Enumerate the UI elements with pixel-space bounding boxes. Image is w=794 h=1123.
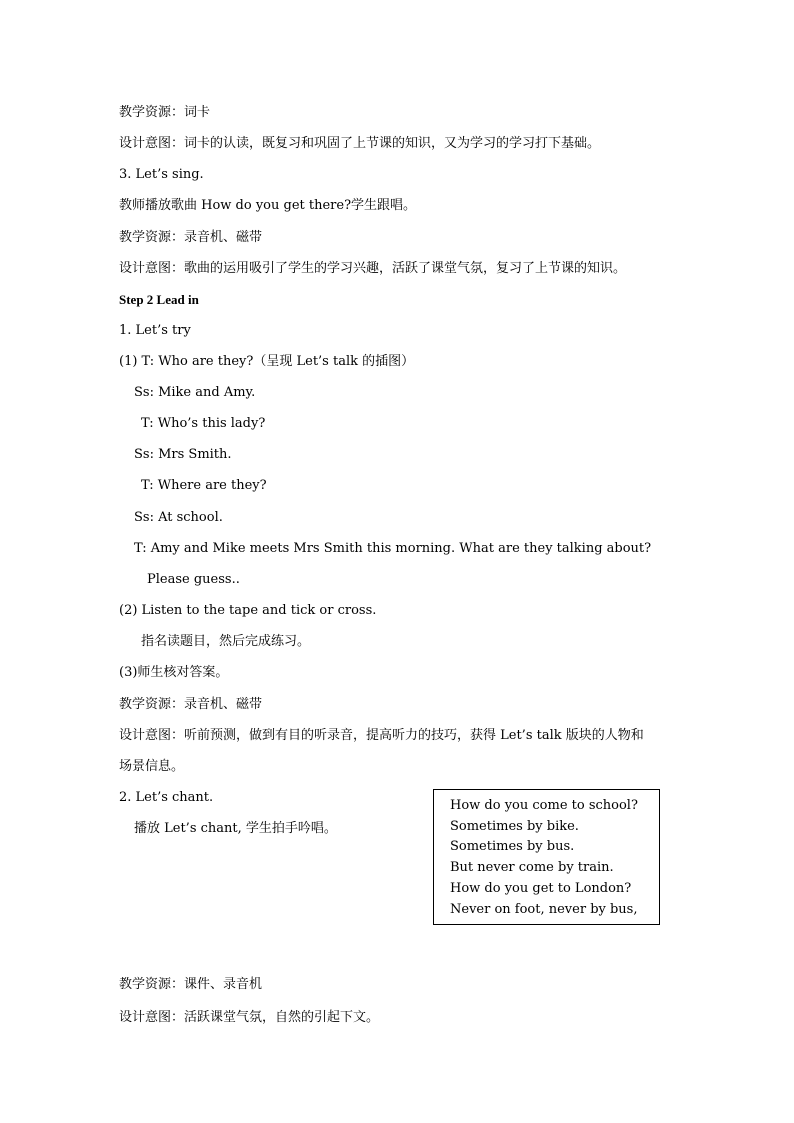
chant-line: How do you get to London? [450,880,632,896]
design-intent-2: 设计意图：歌曲的运用吸引了学生的学习兴趣，活跃了课堂气氛，复习了上节课的知识。 [119,261,627,276]
section-lets-sing: 3. Let’s sing. [119,167,204,182]
dialogue-a3: Ss: At school. [134,510,223,525]
section-lets-try: 1. Let’s try [119,323,191,338]
dialogue-q4: T: Amy and Mike meets Mrs Smith this morning. What are they talking about? [134,541,652,556]
design-intent-3: 设计意图：听前预测，做到有目的听录音，提高听力的技巧，获得 Let’s talk 版块的人物和 [119,728,644,743]
listen-tape-instruction: (2) Listen to the tape and tick or cross. [119,603,377,618]
chant-instruction: 播放 Let’s chant, 学生拍手吟唱。 [134,821,337,836]
design-intent-3-cont: 场景信息。 [119,759,185,774]
chant-line: Sometimes by bike. [450,818,579,834]
dialogue-a2: Ss: Mrs Smith. [134,447,232,462]
dialogue-q1: (1) T: Who are they?（呈现 Let’s talk 的插图） [119,354,415,369]
read-questions-instruction: 指名读题目，然后完成练习。 [141,634,311,649]
dialogue-please-guess: Please guess.. [147,572,240,587]
teaching-resource-3: 教学资源：录音机、磁带 [119,697,263,712]
teacher-plays-song: 教师播放歌曲 How do you get there?学生跟唱。 [119,198,417,213]
chant-line: Sometimes by bus. [450,839,575,855]
chant-line: Never on foot, never by bus, [450,901,638,917]
chant-line: How do you come to school? [450,798,638,813]
teaching-resource-1: 教学资源：词卡 [119,105,211,120]
design-intent-1: 设计意图：词卡的认读，既复习和巩固了上节课的知识，又为学习的学习打下基础。 [119,136,601,151]
dialogue-a1: Ss: Mike and Amy. [134,385,256,400]
dialogue-q3: T: Where are they? [141,478,267,493]
section-lets-chant: 2. Let’s chant. [119,790,214,805]
step-2-heading: Step 2 Lead in [119,292,199,307]
design-intent-4: 设计意图：活跃课堂气氛，自然的引起下文。 [119,1010,380,1025]
check-answers: (3)师生核对答案。 [119,665,229,680]
dialogue-q2: T: Who’s this lady? [141,416,266,431]
teaching-resource-4: 教学资源：课件、录音机 [119,977,263,992]
chant-text-box [433,789,660,925]
chant-line: But never come by train. [450,860,614,876]
teaching-resource-2: 教学资源：录音机、磁带 [119,230,263,245]
